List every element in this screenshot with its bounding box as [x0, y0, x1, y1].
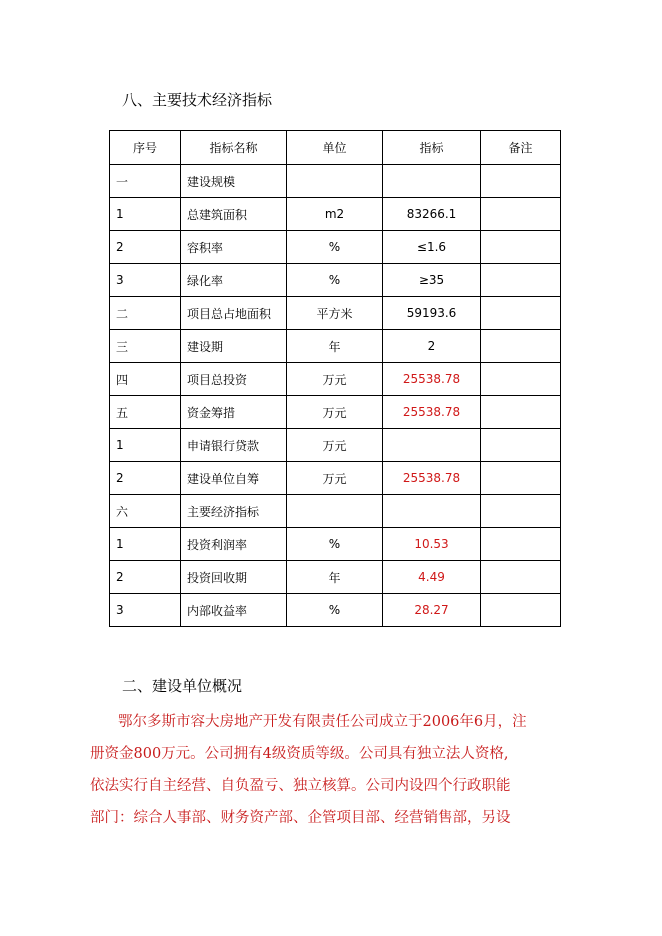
- cell-no: 五: [110, 396, 181, 429]
- cell-value: 10.53: [383, 528, 481, 561]
- cell-name: 绿化率: [181, 264, 287, 297]
- cell-remark: [481, 231, 561, 264]
- cell-no: 1: [110, 528, 181, 561]
- cell-value: [383, 165, 481, 198]
- table-row: [110, 561, 561, 594]
- cell-value: 28.27: [383, 594, 481, 627]
- table-row: [110, 330, 561, 363]
- cell-no: 六: [110, 495, 181, 528]
- cell-value: 2: [383, 330, 481, 363]
- cell-name: 投资利润率: [181, 528, 287, 561]
- cell-name: 资金筹措: [181, 396, 287, 429]
- cell-no: 四: [110, 363, 181, 396]
- paragraph-line: 鄂尔多斯市容大房地产开发有限责任公司成立于2006年6月，注: [118, 714, 527, 730]
- table-row: [110, 165, 561, 198]
- cell-value: 4.49: [383, 561, 481, 594]
- cell-no: 3: [110, 264, 181, 297]
- table-row: [110, 594, 561, 627]
- cell-name: 申请银行贷款: [181, 429, 287, 462]
- cell-no: 2: [110, 561, 181, 594]
- cell-remark: [481, 363, 561, 396]
- cell-unit: %: [287, 528, 383, 561]
- cell-value: ≤1.6: [383, 231, 481, 264]
- header-remark: 备注: [481, 131, 561, 165]
- cell-unit: 万元: [287, 429, 383, 462]
- cell-remark: [481, 396, 561, 429]
- cell-remark: [481, 495, 561, 528]
- cell-no: 一: [110, 165, 181, 198]
- table-row: [110, 396, 561, 429]
- cell-value: 25538.78: [383, 462, 481, 495]
- cell-value: 83266.1: [383, 198, 481, 231]
- cell-name: 项目总占地面积: [181, 297, 287, 330]
- cell-remark: [481, 429, 561, 462]
- cell-name: 项目总投资: [181, 363, 287, 396]
- table-header-row: [110, 131, 561, 165]
- table-row: [110, 528, 561, 561]
- cell-no: 三: [110, 330, 181, 363]
- cell-unit: [287, 495, 383, 528]
- header-no: 序号: [110, 131, 181, 165]
- cell-name: 建设规模: [181, 165, 287, 198]
- cell-no: 2: [110, 462, 181, 495]
- header-unit: 单位: [287, 131, 383, 165]
- cell-name: 主要经济指标: [181, 495, 287, 528]
- cell-unit: 万元: [287, 462, 383, 495]
- paragraph-line: 部门：综合人事部、财务资产部、企管项目部、经营销售部，另设: [90, 810, 511, 826]
- header-value: 指标: [383, 131, 481, 165]
- cell-no: 二: [110, 297, 181, 330]
- table-row: [110, 297, 561, 330]
- cell-remark: [481, 462, 561, 495]
- cell-name: 总建筑面积: [181, 198, 287, 231]
- header-name: 指标名称: [181, 131, 287, 165]
- cell-value: 59193.6: [383, 297, 481, 330]
- paragraph-line: 册资金800万元。公司拥有4级资质等级。公司具有独立法人资格,: [90, 746, 509, 762]
- cell-no: 1: [110, 429, 181, 462]
- cell-remark: [481, 330, 561, 363]
- table-row: [110, 495, 561, 528]
- cell-name: 投资回收期: [181, 561, 287, 594]
- cell-name: 内部收益率: [181, 594, 287, 627]
- indicators-table: [109, 130, 561, 627]
- cell-no: 3: [110, 594, 181, 627]
- table-row: [110, 363, 561, 396]
- table-row: [110, 231, 561, 264]
- table-row: [110, 429, 561, 462]
- table-row: [110, 264, 561, 297]
- cell-unit: 万元: [287, 363, 383, 396]
- table-row: [110, 462, 561, 495]
- cell-unit: %: [287, 264, 383, 297]
- cell-remark: [481, 594, 561, 627]
- cell-no: 2: [110, 231, 181, 264]
- table-row: [110, 198, 561, 231]
- cell-name: 容积率: [181, 231, 287, 264]
- paragraph-line: 依法实行自主经营、自负盈亏、独立核算。公司内设四个行政职能: [90, 778, 511, 794]
- cell-unit: %: [287, 594, 383, 627]
- cell-unit: 平方米: [287, 297, 383, 330]
- cell-name: 建设期: [181, 330, 287, 363]
- cell-value: [383, 429, 481, 462]
- cell-unit: %: [287, 231, 383, 264]
- cell-remark: [481, 165, 561, 198]
- cell-remark: [481, 528, 561, 561]
- cell-remark: [481, 297, 561, 330]
- cell-remark: [481, 561, 561, 594]
- cell-unit: m2: [287, 198, 383, 231]
- cell-name: 建设单位自筹: [181, 462, 287, 495]
- cell-value: 25538.78: [383, 396, 481, 429]
- cell-unit: 万元: [287, 396, 383, 429]
- section-title: 八、主要技术经济指标: [122, 91, 273, 109]
- cell-value: ≥35: [383, 264, 481, 297]
- cell-value: 25538.78: [383, 363, 481, 396]
- cell-value: [383, 495, 481, 528]
- cell-unit: 年: [287, 561, 383, 594]
- cell-unit: 年: [287, 330, 383, 363]
- cell-remark: [481, 198, 561, 231]
- cell-remark: [481, 264, 561, 297]
- section2-title: 二、建设单位概况: [122, 677, 243, 695]
- cell-no: 1: [110, 198, 181, 231]
- cell-unit: [287, 165, 383, 198]
